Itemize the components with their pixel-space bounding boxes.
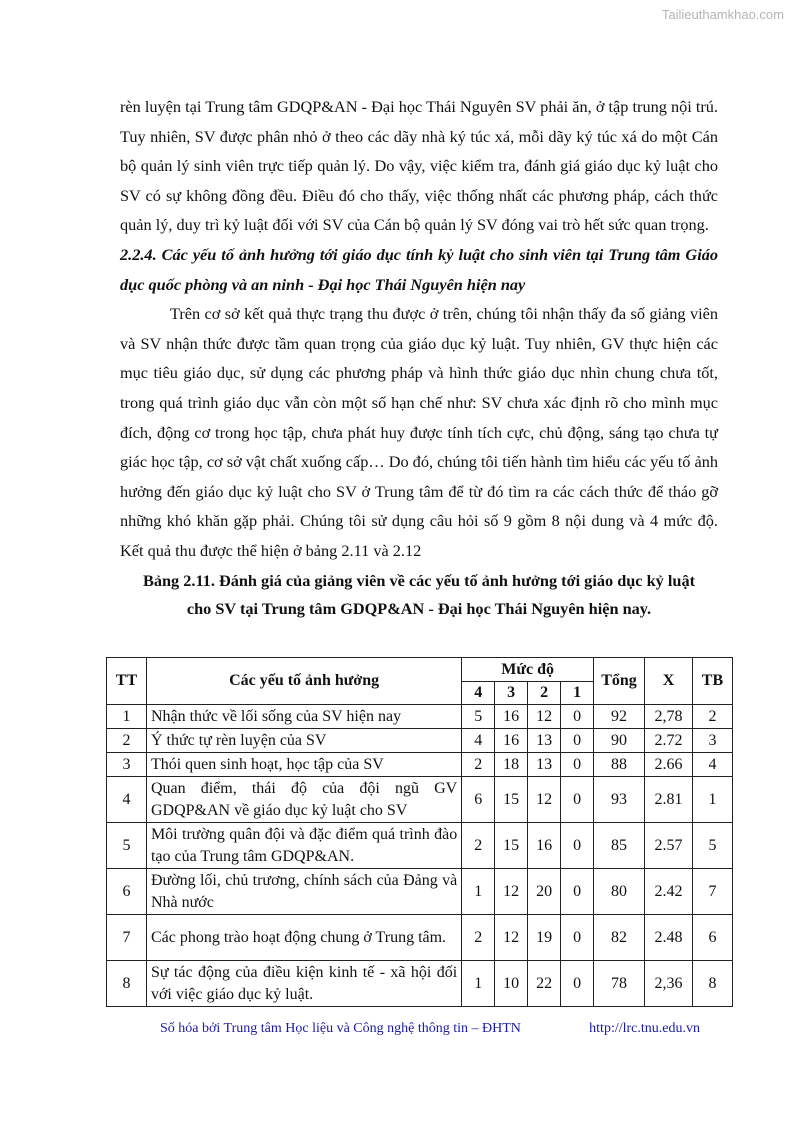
cell-l3: 16 <box>495 705 528 729</box>
header-level-3: 3 <box>495 682 528 705</box>
cell-factor: Đường lối, chủ trương, chính sách của Đảng và Nhà nước <box>146 869 461 915</box>
cell-l3: 16 <box>495 729 528 753</box>
cell-factor: Các phong trào hoạt động chung ở Trung tâm. <box>146 915 461 961</box>
cell-factor: Thói quen sinh hoạt, học tập của SV <box>146 753 461 777</box>
cell-tt: 8 <box>107 961 147 1007</box>
header-tt: TT <box>107 658 147 705</box>
cell-tb: 6 <box>692 915 732 961</box>
cell-tt: 3 <box>107 753 147 777</box>
cell-l3: 15 <box>495 823 528 869</box>
cell-l3: 12 <box>495 869 528 915</box>
cell-l1: 0 <box>561 823 594 869</box>
table-row <box>107 915 733 961</box>
cell-l2: 19 <box>528 915 561 961</box>
cell-x: 2.57 <box>645 823 693 869</box>
cell-total: 85 <box>594 823 645 869</box>
cell-tt: 5 <box>107 823 147 869</box>
header-total: Tổng <box>594 658 645 705</box>
header-x: X <box>645 658 693 705</box>
cell-l4: 4 <box>462 729 495 753</box>
cell-l1: 0 <box>561 729 594 753</box>
paragraph-2: Trên cơ sở kết quả thực trạng thu được ở trên, chúng tôi nhận thấy đa số giảng viên và SV nhận thức được tầm quan trọng của giáo dục kỷ luật. Tuy nhiên, GV thực hiện các mục tiêu giáo dục, sử dụng các phương pháp và hình thức giáo dục nhìn chung chưa tốt, trong quá trình giáo dục vẫn còn một số hạn chế như: SV chưa xác định rõ cho mình mục đích, động cơ trong học tập, chưa phát huy được tính tích cực, chủ động, sáng tạo chưa tự giác học tập, cơ sở vật chất xuống cấp… Do đó, chúng tôi tiến hành tìm hiểu các yếu tố ảnh hưởng đến giáo dục kỷ luật cho SV ở Trung tâm để từ đó tìm ra các cách thức để tháo gỡ những khó khăn gặp phải. Chúng tôi sử dụng câu hỏi số 9 gồm 8 nội dung và 4 mức độ. Kết quả thu được thể hiện ở bảng 2.11 và 2.12 <box>120 304 718 560</box>
header-level-4: 4 <box>462 682 495 705</box>
table-row <box>107 961 733 1007</box>
cell-l3: 12 <box>495 915 528 961</box>
cell-l1: 0 <box>561 777 594 823</box>
footer-credit: Số hóa bởi Trung tâm Học liệu và Công nghệ thông tin – ĐHTN <box>160 1021 521 1036</box>
cell-l1: 0 <box>561 961 594 1007</box>
page-footer <box>160 1021 700 1037</box>
cell-l2: 13 <box>528 729 561 753</box>
factors-table <box>106 657 733 1007</box>
cell-total: 90 <box>594 729 645 753</box>
cell-tb: 8 <box>692 961 732 1007</box>
cell-l4: 1 <box>462 869 495 915</box>
cell-total: 78 <box>594 961 645 1007</box>
cell-l2: 22 <box>528 961 561 1007</box>
cell-l4: 6 <box>462 777 495 823</box>
cell-l3: 18 <box>495 753 528 777</box>
cell-factor: Ý thức tự rèn luyện của SV <box>146 729 461 753</box>
paragraph-1: rèn luyện tại Trung tâm GDQP&AN - Đại học Thái Nguyên SV phải ăn, ở tập trung nội trú. Tuy nhiên, SV được phân nhỏ ở theo các dãy nhà ký túc xá, mỗi dãy ký túc xá do một Cán bộ quản lý sinh viên trực tiếp quản lý. Do vậy, việc kiểm tra, đánh giá giáo dục kỷ luật cho SV có sự không đồng đều. Điều đó cho thấy, việc thống nhất các phương pháp, cách thức quản lý, duy trì kỷ luật đối với SV của Cán bộ quản lý SV đóng vai trò hết sức quan trọng. <box>120 97 718 235</box>
table-caption <box>120 567 718 623</box>
cell-l4: 2 <box>462 753 495 777</box>
page-body <box>120 92 718 623</box>
cell-x: 2,78 <box>645 705 693 729</box>
cell-tt: 6 <box>107 869 147 915</box>
cell-l4: 2 <box>462 823 495 869</box>
table-row <box>107 729 733 753</box>
cell-tb: 7 <box>692 869 732 915</box>
cell-total: 88 <box>594 753 645 777</box>
cell-l2: 20 <box>528 869 561 915</box>
cell-total: 93 <box>594 777 645 823</box>
table-row <box>107 705 733 729</box>
cell-x: 2.48 <box>645 915 693 961</box>
cell-l2: 13 <box>528 753 561 777</box>
cell-factor: Nhận thức về lối sống của SV hiện nay <box>146 705 461 729</box>
table-row <box>107 823 733 869</box>
section-heading: 2.2.4. Các yếu tố ảnh hưởng tới giáo dục tính kỷ luật cho sinh viên tại Trung tâm Giáo dục quốc phòng và an ninh - Đại học Thái Nguyên hiện nay <box>120 244 718 294</box>
table-row <box>107 777 733 823</box>
cell-tt: 7 <box>107 915 147 961</box>
table-row <box>107 869 733 915</box>
cell-tt: 2 <box>107 729 147 753</box>
cell-l2: 12 <box>528 705 561 729</box>
footer-link[interactable]: http://lrc.tnu.edu.vn <box>589 1021 700 1036</box>
cell-factor: Sự tác động của điều kiện kinh tế - xã hội đối với việc giáo dục kỷ luật. <box>146 961 461 1007</box>
cell-l3: 15 <box>495 777 528 823</box>
cell-total: 80 <box>594 869 645 915</box>
cell-tt: 1 <box>107 705 147 729</box>
watermark: Tailieuthamkhao.com <box>661 7 784 22</box>
cell-l1: 0 <box>561 753 594 777</box>
cell-total: 92 <box>594 705 645 729</box>
header-level-1: 1 <box>561 682 594 705</box>
cell-l1: 0 <box>561 705 594 729</box>
cell-tb: 3 <box>692 729 732 753</box>
cell-factor: Quan điểm, thái độ của đội ngũ GV GDQP&AN về giáo dục kỷ luật cho SV <box>146 777 461 823</box>
header-level: Mức độ <box>462 658 594 682</box>
cell-x: 2.66 <box>645 753 693 777</box>
header-tb: TB <box>692 658 732 705</box>
cell-factor: Môi trường quân đội và đặc điểm quá trình đào tạo của Trung tâm GDQP&AN. <box>146 823 461 869</box>
table-caption-line-2: cho SV tại Trung tâm GDQP&AN - Đại học Thái Nguyên hiện nay. <box>186 598 652 618</box>
cell-x: 2.72 <box>645 729 693 753</box>
cell-tb: 5 <box>692 823 732 869</box>
cell-x: 2.42 <box>645 869 693 915</box>
table-row <box>107 753 733 777</box>
cell-tt: 4 <box>107 777 147 823</box>
cell-tb: 2 <box>692 705 732 729</box>
header-factor: Các yếu tố ảnh hưởng <box>146 658 461 705</box>
table-caption-line-1: Bảng 2.11. Đánh giá của giảng viên về các yếu tố ảnh hưởng tới giáo dục kỷ luật <box>142 570 696 590</box>
cell-tb: 4 <box>692 753 732 777</box>
cell-l1: 0 <box>561 915 594 961</box>
cell-l2: 16 <box>528 823 561 869</box>
cell-l4: 1 <box>462 961 495 1007</box>
header-level-2: 2 <box>528 682 561 705</box>
cell-total: 82 <box>594 915 645 961</box>
cell-l2: 12 <box>528 777 561 823</box>
cell-l4: 5 <box>462 705 495 729</box>
cell-tb: 1 <box>692 777 732 823</box>
cell-l1: 0 <box>561 869 594 915</box>
cell-l4: 2 <box>462 915 495 961</box>
cell-x: 2,36 <box>645 961 693 1007</box>
cell-x: 2.81 <box>645 777 693 823</box>
cell-l3: 10 <box>495 961 528 1007</box>
